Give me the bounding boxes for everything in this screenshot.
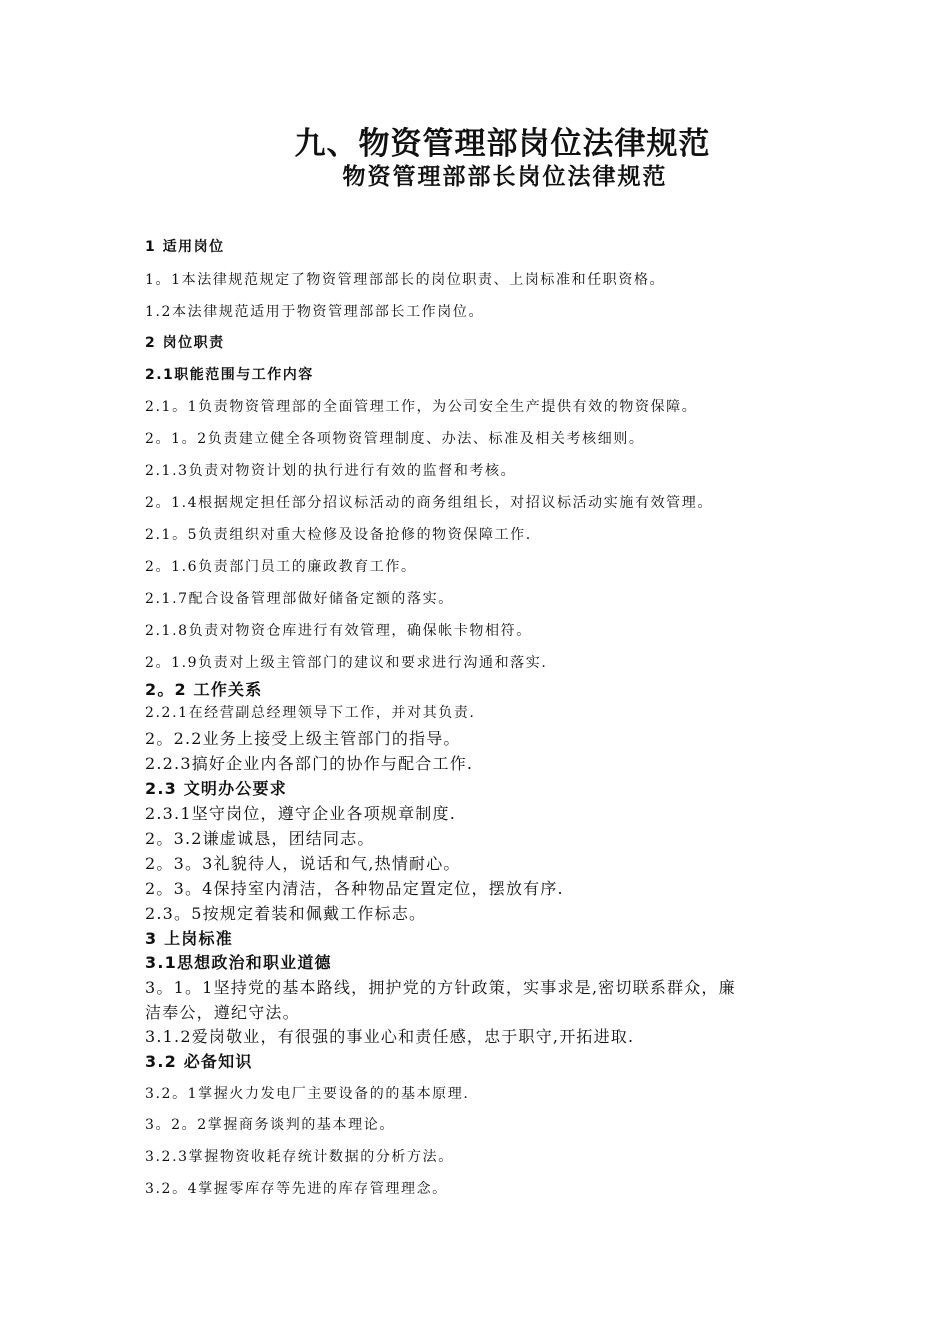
document-line: 2。3.2谦虚诚恳，团结同志。 [145, 829, 375, 848]
document-line: 洁奉公，遵纪守法。 [145, 1003, 300, 1022]
document-line: 2。1。2负责建立健全各项物资管理制度、办法、标准及相关考核细则。 [145, 431, 645, 447]
document-line: 2。1.6负责部门员工的廉政教育工作。 [145, 559, 417, 575]
document-line: 3.2。1掌握火力发电厂主要设备的的基本原理. [145, 1086, 470, 1102]
document-line: 3.2。4掌握零库存等先进的库存管理理念。 [145, 1181, 448, 1197]
section-heading: 3.1思想政治和职业道德 [145, 953, 332, 972]
document-line: 3。1。1坚持党的基本路线，拥护党的方针政策，实事求是,密切联系群众，廉 [145, 978, 736, 997]
document-line: 2。2.2业务上接受上级主管部门的指导。 [145, 729, 461, 748]
page-title: 九、物资管理部岗位法律规范 [294, 126, 711, 162]
section-heading: 2 岗位职责 [145, 335, 225, 351]
section-heading: 2。2 工作关系 [145, 680, 263, 699]
document-line: 3.1.2爱岗敬业，有很强的事业心和责任感，忠于职守,开拓进取. [145, 1027, 635, 1046]
document-line: 2.2.3搞好企业内各部门的协作与配合工作. [145, 754, 474, 773]
section-heading: 3 上岗标准 [145, 929, 233, 948]
document-line: 2。3。4保持室内清洁，各种物品定置定位，摆放有序. [145, 879, 564, 898]
section-heading: 2.1职能范围与工作内容 [145, 367, 314, 383]
document-line: 2。1.4根据规定担任部分招议标活动的商务组组长，对招议标活动实施有效管理。 [145, 495, 713, 511]
section-heading: 2.3 文明办公要求 [145, 779, 287, 798]
document-line: 2.1。1负责物资管理部的全面管理工作，为公司安全生产提供有效的物资保障。 [145, 399, 698, 415]
document-line: 2.1.3负责对物资计划的执行进行有效的监督和考核。 [145, 463, 517, 479]
section-heading: 3.2 必备知识 [145, 1052, 253, 1071]
page-subtitle: 物资管理部部长岗位法律规范 [342, 164, 668, 190]
document-line: 2。1.9负责对上级主管部门的建议和要求进行沟通和落实. [145, 655, 548, 671]
document-line: 2.1.7配合设备管理部做好储备定额的落实。 [145, 591, 454, 607]
document-line: 2.3。5按规定着装和佩戴工作标志。 [145, 904, 427, 923]
document-line: 2.2.1在经营副总经理领导下工作，并对其负责. [145, 705, 476, 721]
document-line: 2。3。3礼貌待人，说话和气,热情耐心。 [145, 854, 461, 873]
document-line: 3。2。2掌握商务谈判的基本理论。 [145, 1117, 395, 1133]
section-heading: 1 适用岗位 [145, 239, 225, 255]
document-line: 3.2.3掌握物资收耗存统计数据的分析方法。 [145, 1149, 454, 1165]
document-line: 2.1。5负责组织对重大检修及设备抢修的物资保障工作. [145, 527, 532, 543]
document-line: 1。1本法律规范规定了物资管理部部长的岗位职责、上岗标准和任职资格。 [145, 272, 666, 288]
document-line: 2.1.8负责对物资仓库进行有效管理，确保帐卡物相符。 [145, 623, 532, 639]
document-line: 2.3.1坚守岗位，遵守企业各项规章制度. [145, 804, 456, 823]
document-line: 1.2本法律规范适用于物资管理部部长工作岗位。 [145, 304, 485, 320]
